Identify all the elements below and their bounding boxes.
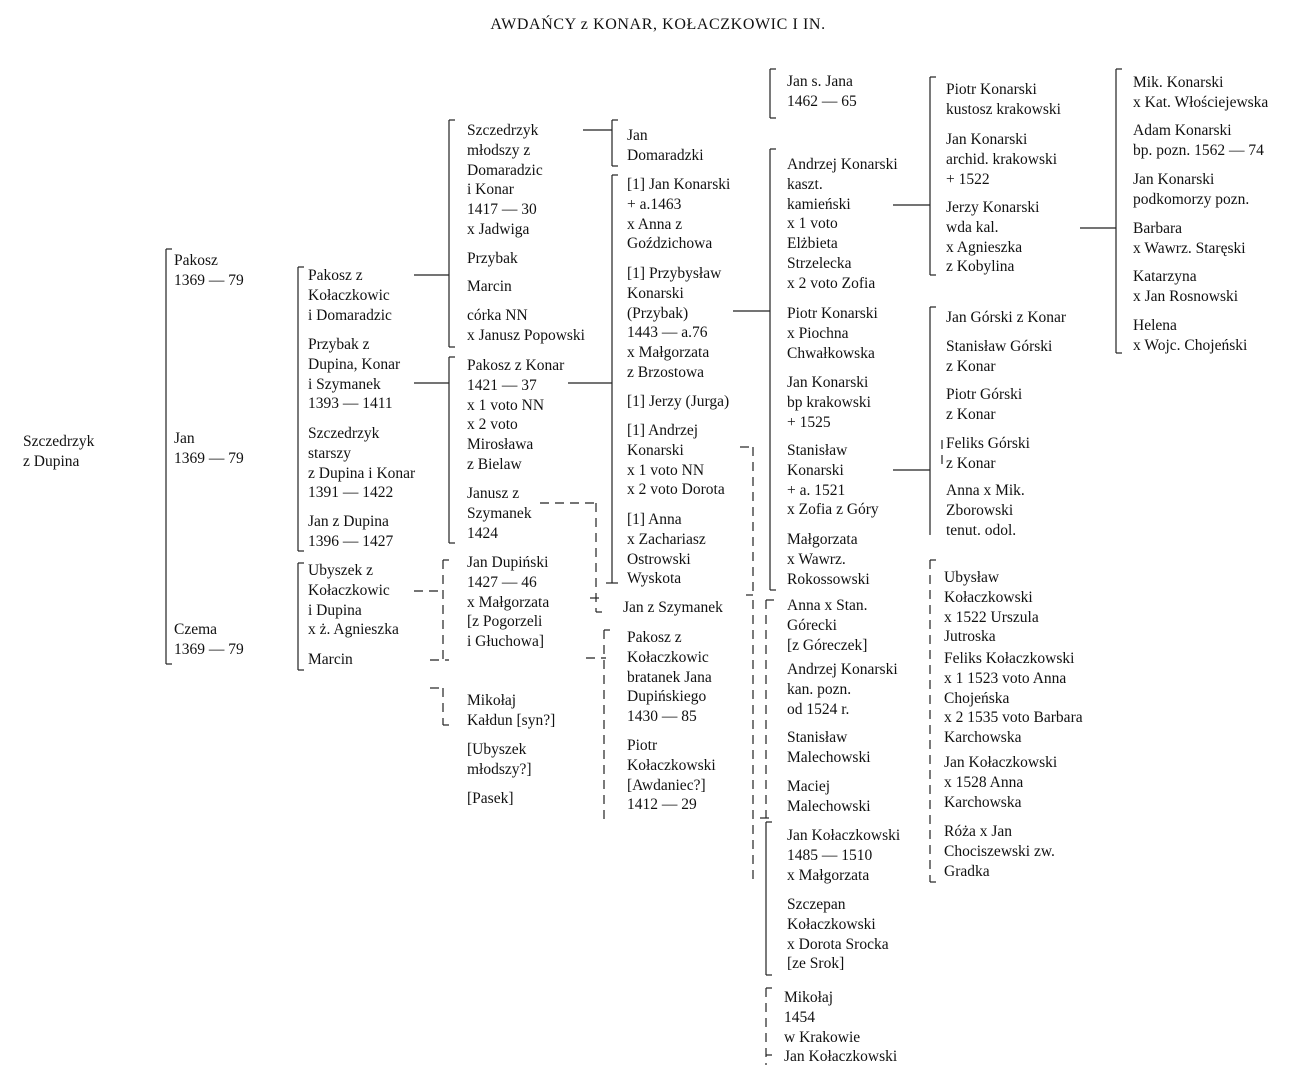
person-jan-dupinski: Jan Dupiński 1427 — 46 x Małgorzata [z Pogorzeli i Głuchowa]	[467, 554, 550, 651]
person-przybak: Przybak	[467, 250, 518, 267]
person-jan: Jan 1369 — 79	[174, 430, 244, 467]
person-szczedrzyk-starszy: Szczedrzyk starszy z Dupina i Konar 1391 — 1422	[308, 425, 416, 502]
person-pasek: [Pasek]	[467, 790, 514, 807]
person-pakosz: Pakosz 1369 — 79	[174, 252, 244, 289]
person-corka-nn: córka NN x Janusz Popowski	[467, 307, 585, 344]
person-pakosz-z-konar: Pakosz z Konar 1421 — 37 x 1 voto NN x 2 voto Mirosława z Bielaw	[467, 357, 565, 473]
person-anna-zborowska: Anna x Mik. Zborowski tenut. odol.	[946, 482, 1025, 539]
person-maciej-malechowski: Maciej Malechowski	[787, 778, 871, 815]
person-helena-chojenska: Helena x Wojc. Chojeński	[1133, 317, 1248, 354]
person-szczedrzyk-mlodszy: Szczedrzyk młodszy z Domaradzic i Konar 1417 — 30 x Jadwiga	[467, 122, 543, 238]
person-przybak-z-dupina: Przybak z Dupina, Konar i Szymanek 1393 — 1411	[308, 336, 401, 413]
person-jerzy-jurga: [1] Jerzy (Jurga)	[627, 393, 730, 410]
person-barbara-stareska: Barbara x Wawrz. Staręski	[1133, 220, 1246, 257]
person-jan-kolaczkowski-1528: Jan Kołaczkowski x 1528 Anna Karchowska	[944, 754, 1058, 811]
person-marcin-gen3: Marcin	[308, 651, 353, 668]
person-czema: Czema 1369 — 79	[174, 621, 244, 658]
person-mikolaj-1454: Mikołaj 1454 w Krakowie Jan Kołaczkowski	[784, 989, 898, 1066]
person-adam-konarski: Adam Konarski bp. pozn. 1562 — 74	[1133, 122, 1264, 159]
person-anna-gorecka: Anna x Stan. Górecki [z Góreczek]	[787, 597, 868, 654]
person-katarzyna-rosnowska: Katarzyna x Jan Rosnowski	[1133, 268, 1239, 305]
person-andrzej-konarski-kaszt: Andrzej Konarski kaszt. kamieński x 1 voto Elżbieta Strzelecka x 2 voto Zofia	[787, 156, 898, 292]
person-jerzy-konarski-wda: Jerzy Konarski wda kal. x Agnieszka z Kobylina	[946, 199, 1040, 276]
person-roza-chociszewska: Róża x Jan Chociszewski zw. Gradka	[944, 823, 1055, 880]
person-janusz-z-szymanek: Janusz z Szymanek 1424	[467, 485, 532, 542]
person-przybyslaw-konarski: [1] Przybysław Konarski (Przybak) 1443 — a.76 x Małgorzata z Brzostowa	[627, 265, 722, 381]
person-jan-konarski-bp: Jan Konarski bp krakowski + 1525	[787, 374, 871, 431]
person-ubyszek-mlodszy: [Ubyszek młodszy?]	[467, 741, 532, 778]
person-pakosz-bratanek: Pakosz z Kołaczkowic bratanek Jana Dupińskiego 1430 — 85	[627, 629, 712, 726]
person-jan-z-szymanek: Jan z Szymanek	[623, 599, 723, 616]
person-jan-kolaczkowski-1485: Jan Kołaczkowski 1485 — 1510 x Małgorzata	[787, 827, 901, 884]
person-andrzej-konarski-1: [1] Andrzej Konarski x 1 voto NN x 2 voto Dorota	[627, 422, 725, 499]
person-stanislaw-gorski: Stanisław Górski z Konar	[946, 338, 1053, 375]
person-ubyslaw-kolaczkowski: Ubysław Kołaczkowski x 1522 Urszula Jutroska	[944, 569, 1039, 646]
person-stanislaw-konarski: Stanisław Konarski + a. 1521 x Zofia z Góry	[787, 442, 879, 519]
person-szczedrzyk-z-dupina: Szczedrzyk z Dupina	[23, 433, 95, 470]
person-szczepan-kolaczkowski: Szczepan Kołaczkowski x Dorota Srocka [ze Srok]	[787, 896, 889, 973]
person-pakosz-z-kolaczkowic: Pakosz z Kołaczkowic i Domaradzic	[308, 267, 392, 324]
person-jan-domaradzki: Jan Domaradzki	[627, 127, 704, 164]
person-jan-gorski: Jan Górski z Konar	[946, 309, 1067, 326]
person-stanislaw-malechowski: Stanisław Malechowski	[787, 729, 871, 766]
person-jan-z-dupina: Jan z Dupina 1396 — 1427	[308, 513, 394, 550]
person-anna-ostrowska: [1] Anna x Zachariasz Ostrowski Wyskota	[627, 511, 706, 588]
person-ubyszek-z-kolaczkowic: Ubyszek z Kołaczkowic i Dupina x ż. Agnieszka	[308, 562, 399, 639]
person-piotr-kolaczkowski: Piotr Kołaczkowski [Awdaniec?] 1412 — 29	[627, 737, 716, 814]
person-feliks-gorski: Feliks Górski z Konar	[946, 435, 1030, 472]
person-jan-s-jana: Jan s. Jana 1462 — 65	[787, 73, 857, 110]
person-mikolaj-kaldun: Mikołaj Kałdun [syn?]	[467, 692, 556, 729]
person-malgorzata-rokossowska: Małgorzata x Wawrz. Rokossowski	[787, 531, 870, 588]
person-piotr-gorski: Piotr Górski z Konar	[946, 386, 1023, 423]
person-piotr-konarski-kustosz: Piotr Konarski kustosz krakowski	[946, 81, 1061, 118]
person-jan-konarski-1463: [1] Jan Konarski + a.1463 x Anna z Goździchowa	[627, 176, 731, 253]
person-feliks-kolaczkowski: Feliks Kołaczkowski x 1 1523 voto Anna Chojeńska x 2 1535 voto Barbara Karchowska	[944, 650, 1083, 747]
person-marcin: Marcin	[467, 278, 512, 295]
person-mik-konarski: Mik. Konarski x Kat. Włościejewska	[1133, 74, 1269, 111]
person-andrzej-konarski-kan: Andrzej Konarski kan. pozn. od 1524 r.	[787, 661, 898, 718]
person-jan-konarski-podkomorzy: Jan Konarski podkomorzy pozn.	[1133, 171, 1250, 208]
person-jan-konarski-archid: Jan Konarski archid. krakowski + 1522	[946, 131, 1058, 188]
person-piotr-konarski: Piotr Konarski x Piochna Chwałkowska	[787, 305, 878, 362]
page-title: AWDAŃCY z KONAR, KOŁACZKOWIC I IN.	[490, 16, 826, 33]
